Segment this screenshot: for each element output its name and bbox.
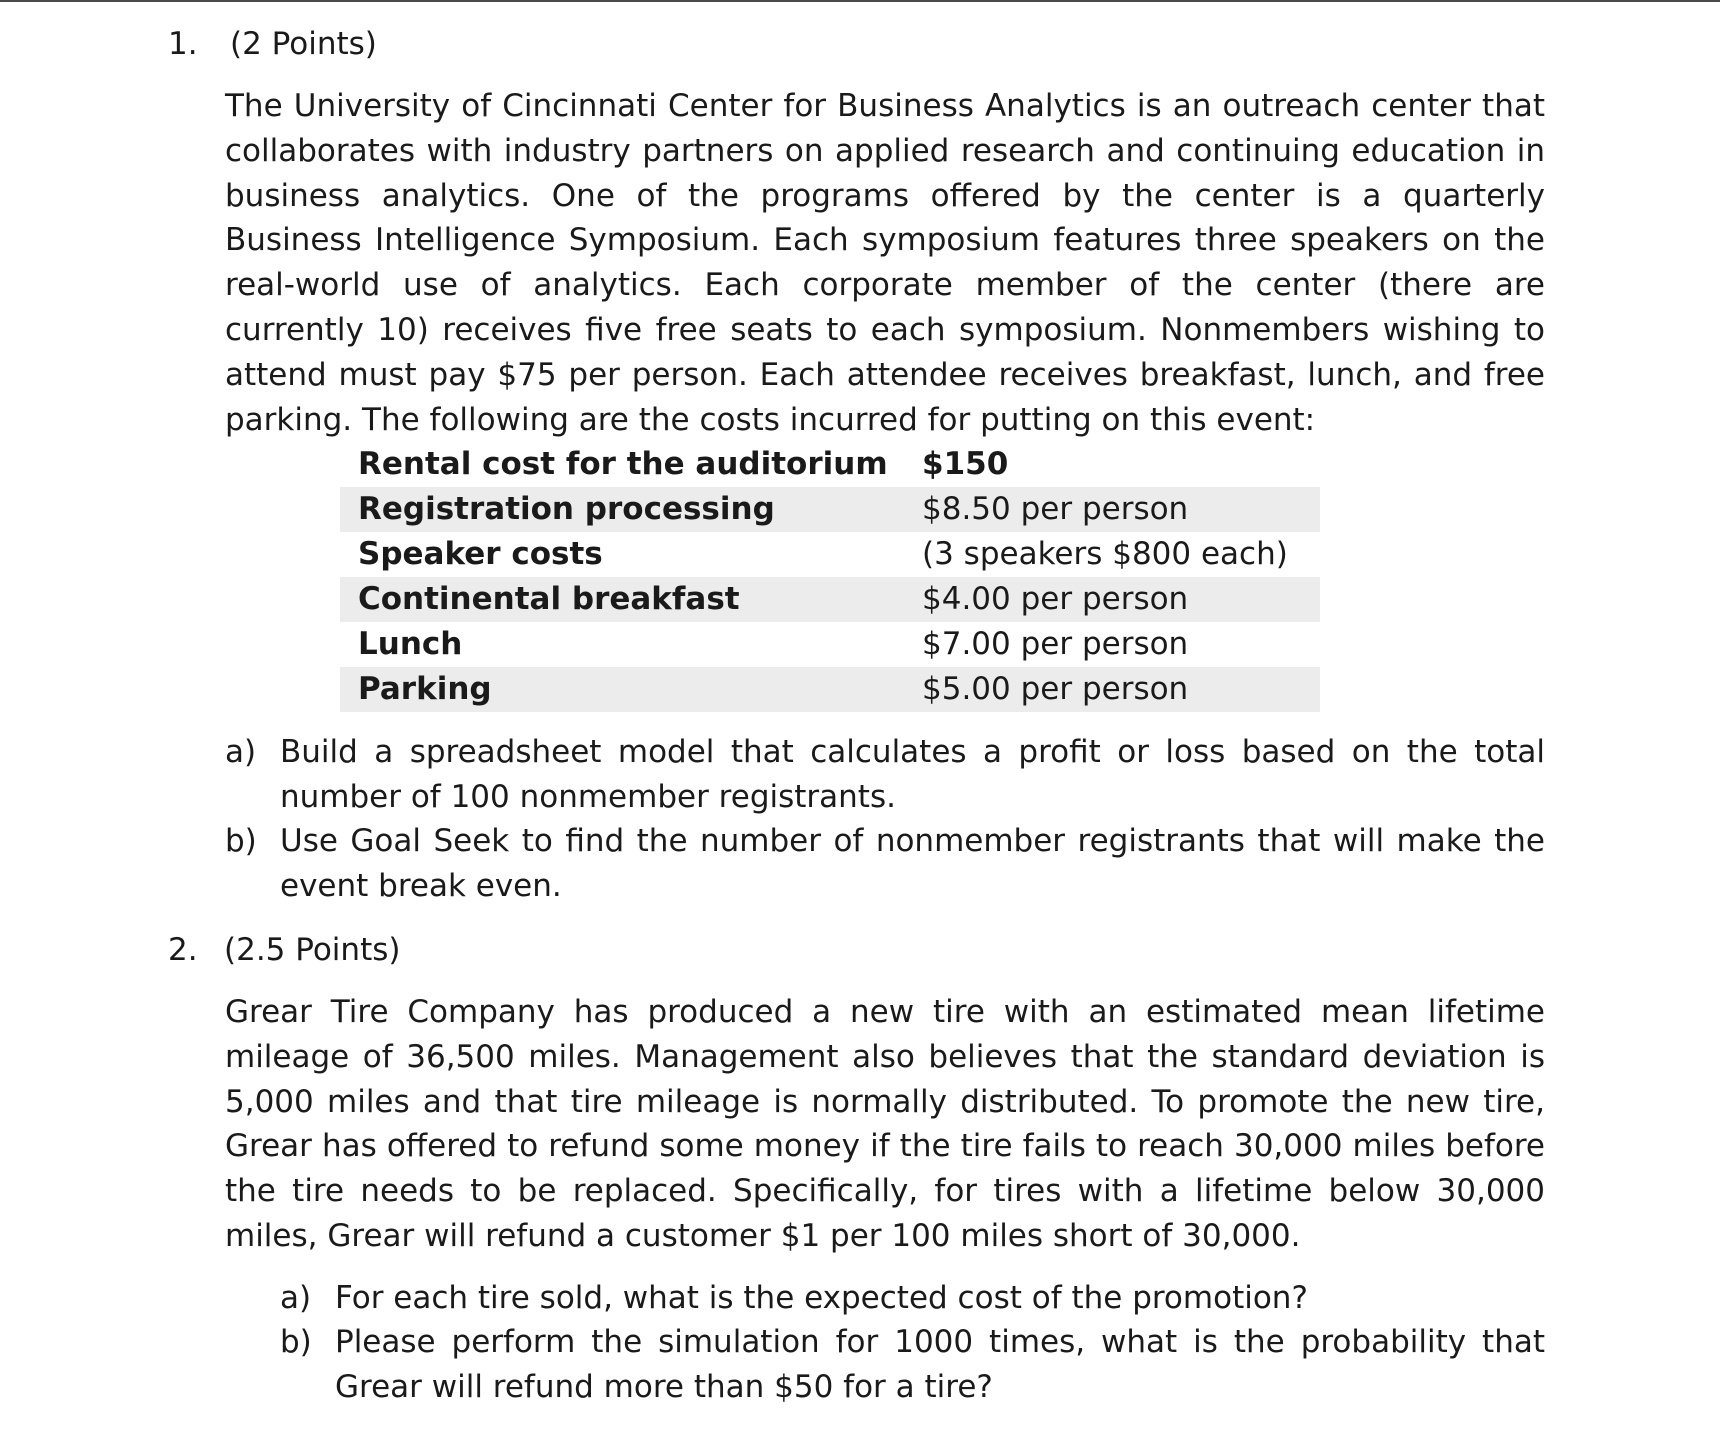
cost-value: $4.00 per person — [922, 581, 1189, 617]
cost-row — [340, 487, 1320, 532]
cost-row — [340, 532, 1320, 577]
cost-value: $150 — [922, 446, 1009, 482]
cost-table — [340, 442, 1320, 712]
cost-item: Continental breakfast — [358, 581, 740, 617]
question-1-points: (2 Points) — [230, 26, 377, 62]
question-1-paragraph: The University of Cincinnati Center for Business Analytics is an outreach center that collaborates with industry partners on applied research and continuing education in business analytics. One of the programs offered by the center is a quarterly Business Intelligence Symposium. Each symposium features three speakers on the real-world use of analytics. Each corporate member of the center (there are currently 10) receives five free seats to each symposium. Nonmembers wishing to attend must pay $75 per person. Each attendee receives breakfast, lunch, and free parking. The following are the costs incurred for putting on this event: — [225, 88, 1545, 438]
subpart-label: b) — [225, 823, 257, 859]
cost-row — [340, 442, 1320, 487]
cost-item: Rental cost for the auditorium — [358, 446, 888, 482]
subpart-text: Please perform the simulation for 1000 times, what is the probability that Grear will refund more than $50 for a tire? — [335, 1324, 1545, 1405]
cost-value: $8.50 per person — [922, 491, 1189, 527]
subpart-label: a) — [280, 1280, 312, 1316]
subpart-text: Build a spreadsheet model that calculates a profit or loss based on the total number of 100 nonmember registrants. — [280, 734, 1545, 815]
subpart-label: a) — [225, 734, 257, 770]
cost-item: Speaker costs — [358, 536, 603, 572]
cost-item: Parking — [358, 671, 492, 707]
cost-row — [340, 577, 1320, 622]
question-2-paragraph: Grear Tire Company has produced a new tire with an estimated mean lifetime mileage of 36,500 miles. Management also believes that the standard deviation is 5,000 miles and that tire mileage is normally distributed. To promote the new tire, Grear has offered to refund some money if the tire fails to reach 30,000 miles before the tire needs to be replaced. Specifically, for tires with a lifetime below 30,000 miles, Grear will refund a customer $1 per 100 miles short of 30,000. — [225, 994, 1545, 1254]
top-border — [0, 0, 1720, 2]
cost-value: $5.00 per person — [922, 671, 1189, 707]
cost-item: Lunch — [358, 626, 463, 662]
cost-value: (3 speakers $800 each) — [922, 536, 1288, 572]
question-2-number: 2. — [168, 932, 198, 968]
question-2-points: (2.5 Points) — [224, 932, 401, 968]
question-1-number: 1. — [168, 26, 198, 62]
subpart-text: Use Goal Seek to find the number of nonmember registrants that will make the event break even. — [280, 823, 1545, 904]
cost-item: Registration processing — [358, 491, 775, 527]
cost-value: $7.00 per person — [922, 626, 1189, 662]
subpart-text: For each tire sold, what is the expected cost of the promotion? — [335, 1280, 1308, 1316]
cost-row — [340, 622, 1320, 667]
subpart-label: b) — [280, 1324, 312, 1360]
cost-row — [340, 667, 1320, 712]
